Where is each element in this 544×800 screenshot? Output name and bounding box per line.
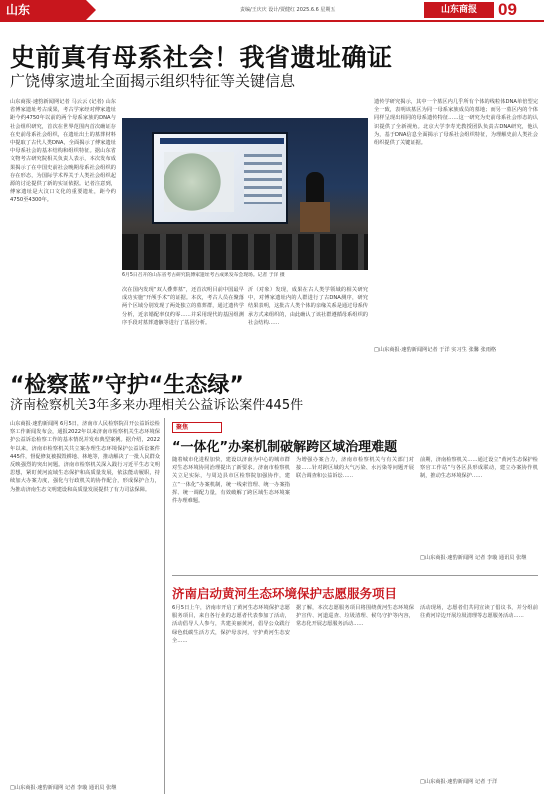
story4-headline: 济南启动黄河生态环境保护志愿服务项目 [172, 586, 398, 601]
story3-column-3: 前期，济南检察机关……通过设立“黄河生态保护检察官工作站”与各区县形成联动，建立办案协作机制，推动生态环境保护…… [420, 457, 538, 480]
story3-headline: “一体化”办案机制破解跨区域治理难题 [172, 440, 398, 455]
story4-column-3: 活动现场，志愿者们共同宣读了倡议书，并分组前往黄河岸边开展垃圾清理等志愿服务活动…… [420, 605, 538, 620]
screen-map-graphic [164, 152, 234, 212]
section-divider [172, 575, 538, 576]
newspaper-name: 山东商报 [424, 2, 494, 18]
story1-column-mid: 次在国内发现“双人叠葬墓”，还首次明目前中国最早成功实施“开颅手术”的证据。本次，考古人员在聚落两个区域分别发现了两处独立的墓葬群，通过遗传学分析，近亲婚配率仅约零……并采用现代的基因组测序手段对墓葬遗骸等进行了基因分析。 [122, 287, 244, 326]
page-meta: 责编/王庆庆 设计/贾健红 2025.6.6 星期五 [240, 7, 336, 13]
story2-lead: 山东商报·速豹新闻网 6月5日，济南市人民检察院召开公益诉讼检察工作新闻发布会，通报2022年以来济南市检察机关生态环境保护公益诉讼检察工作的基本情况并发布典型案例。据介绍，2022年以来，济南市检察机关共立案办理生态环境保护公益诉讼案件445件，督促修复被损毁耕地、林地等，推动解决了一批人民群众反映强烈的突出问题。济南市检察机关深入践行习近平生态文明思想，紧盯黄河流域生态保护和高质量发展，依法能动履职，持续加大办案力度，强化与行政机关的协作配合，形成保护合力，为推动济南生态文明建设和高质量发展提供了有力司法保障。 [10, 421, 160, 493]
screen-legend-graphic [244, 154, 282, 204]
column-divider [164, 418, 165, 794]
story1-headline: 史前真有母系社会！我省遗址确证 [10, 43, 393, 72]
commentary-tag: 聚焦 [172, 422, 222, 433]
story3-credit: □山东商报·速豹新闻网 记者 李璇 通讯员 张继 [420, 555, 527, 561]
page-number: 09 [498, 0, 517, 19]
story2-credit: □山东商报·速豹新闻网 记者 李璇 通讯员 张继 [10, 785, 117, 791]
story4-credit: □山东商报·速豹新闻网 记者 于洋 [420, 779, 498, 785]
story1-column-left: 山东商报·速豹新闻网记者 马云云 (记者) 山东省傅家遗址考古成果，考古学家经对傅家遗址距今约4750年以前的两个母系家族的DNA与社会组织研究，首次在世界范围内首次确证存在史前母系社会组织，在遗址出土的墓葬材料中提取了古代人类DNA，全面揭示了傅家遗址中母系社会的基本结构和组织特征。据山东省文物考古研究院相关负责人表示，本次发布成果揭示了在中国史前社会晚期母系社会组织的存在形态，为国际学术界关于人类社会组织起源的讨论提供了新的实证依据。记者注意到，傅家遗址是大汶口文化的重要遗址，距今约4750至4300年。 [10, 99, 116, 204]
story1-column-right: 遗传学研究揭示，其中一个墓区内几乎所有个体的线粒体DNA单倍型完全一致，表明该墓区为同一母系家族成员的墓地；而另一墓区内的个体同样呈现出相同的母系遗传特征……这一研究为史前母系社会形态的认识提供了全新视角。北京大学李寿光教授团队负责古DNA研究，他认为，基于DNA信息全面揭示了母系社会组织特征，为理解史前人类社会组织提供了关键证据。 [374, 99, 538, 147]
story2-subhead: 济南检察机关3年多来办理相关公益诉讼案件445件 [10, 398, 304, 413]
story3-column-1: 随着城市化进程加快，建设以济南为中心的城市群对生态环境协同治理提出了新要求。济南市检察机关立足实际，与周边县市区检察院加强协作，建立“一体化”办案机制，统一线索管理、统一办案指挥、统一调配力量，有效破解了跨区域生态环境案件办理难题。 [172, 457, 290, 505]
story1-photo [122, 118, 368, 270]
lectern [300, 202, 330, 232]
story3-column-2: 为增强办案合力，济南市检察机关与有关部门对接……针对跨区域的大气污染、水污染等问题开展联合调查和公益诉讼…… [296, 457, 414, 480]
audience-silhouettes [122, 234, 368, 270]
screen-title-bar [160, 138, 284, 144]
story1-credit: □山东商报·速豹新闻网记者 于洋 实习生 张馨 张雨格 [374, 347, 497, 353]
presentation-screen [152, 132, 288, 224]
story1-subhead: 广饶傅家遗址全面揭示组织特征等关键信息 [10, 72, 296, 90]
story4-column-1: 6月5日上午，济南市开启了黄河生态环境保护志愿服务项目，来自各行业的志愿者代表参加了活动，活动倡导人人参与，共建美丽黄河，倡导公众践行绿色低碳生活方式，保护母亲河，守护黄河生态安全…… [172, 605, 290, 644]
story4-column-2: 据了解，本次志愿服务项目将围绕黄河生态环境保护宣传、河道巡查、垃圾清理、候鸟守护等内容，常态化开展志愿服务活动…… [296, 605, 414, 628]
page-header [0, 0, 544, 22]
photo-caption: 6月5日召开的山东省考古研究院傅家遗址考古成果发布会现场。记者 于洋 摄 [122, 273, 285, 278]
story1-column-mid2: 沂（对象）发现，成果在古人类学领域的相关研究中，对傅家遗址内的人群进行了古DNA测序，研究结果表明，这批古人类个体的亲缘关系是通过母系传承方式来组织的，由此确认了该社群遵循母系组织的社会结构…… [248, 287, 368, 326]
story2-headline: “检察蓝”守护“生态绿” [10, 373, 244, 398]
section-tag: 山东 [0, 0, 86, 20]
